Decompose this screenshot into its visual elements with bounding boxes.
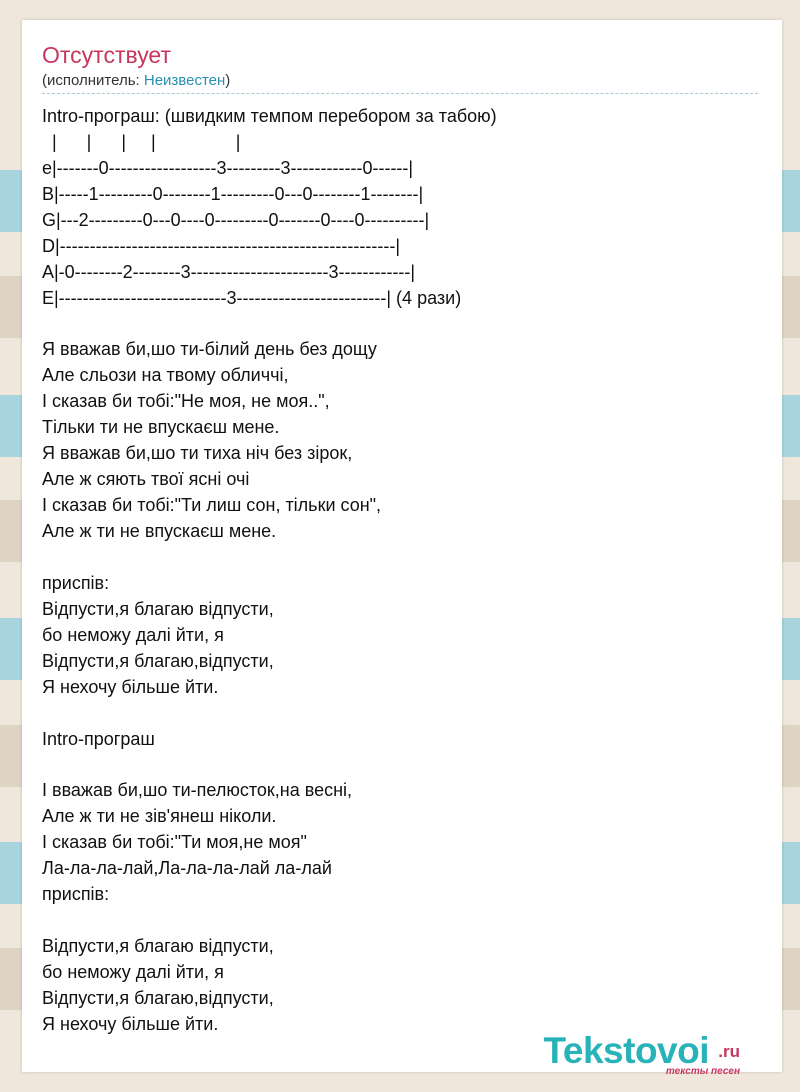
lyric-line: приспів:	[42, 884, 110, 905]
lyric-line	[42, 908, 762, 934]
lyric-line: Я нехочу більше йти.	[42, 676, 219, 697]
artist-suffix: )	[225, 72, 231, 89]
lyric-line: бо неможу далі йти, я	[42, 624, 224, 645]
lyric-line: Я вважав би,шо ти-білий день без дощу	[42, 339, 377, 360]
lyric-line: І сказав би тобі:"Ти лиш сон, тільки сон",	[42, 495, 382, 516]
lyric-line: Але ж ти не зів'янеш ніколи.	[42, 806, 277, 827]
lyric-line: Intro-програш	[42, 728, 155, 749]
lyric-line: Тільки ти не впускаєш мене.	[42, 417, 280, 438]
logo-tld: .ru	[718, 1042, 740, 1061]
lyric-line: e|-------0------------------3---------3------------0------|	[42, 157, 414, 178]
lyric-line: І сказав би тобі:"Ти моя,не моя"	[42, 832, 307, 853]
lyric-line: | | | | |	[42, 131, 241, 152]
logo-name: Tekstovoi	[543, 1030, 709, 1071]
site-logo[interactable]	[545, 1030, 755, 1082]
lyric-line: приспів:	[42, 572, 110, 593]
logo-tagline: тексты песен	[665, 1066, 740, 1077]
lyric-line: D|--------------------------------------------------------|	[42, 235, 401, 256]
lyric-line: G|---2---------0---0----0---------0-------0----0----------|	[42, 209, 430, 230]
lyric-line: Ла-ла-ла-лай,Ла-ла-ла-лай ла-лай	[42, 858, 332, 879]
lyric-line: Відпусти,я благаю відпусти,	[42, 936, 274, 956]
lyric-line	[42, 545, 762, 571]
lyric-line: Відпусти,я благаю,відпусти,	[42, 650, 274, 671]
lyric-line: A|-0--------2--------3-----------------------3------------|	[42, 261, 416, 282]
artist-prefix: (исполнитель:	[42, 72, 144, 89]
lyric-line: Я нехочу більше йти.	[42, 1013, 219, 1034]
title-divider	[42, 93, 758, 94]
artist-line	[42, 72, 230, 89]
lyric-line: Але сльози на твому обличчі,	[42, 365, 289, 386]
lyric-line	[42, 752, 762, 778]
lyric-line: Я вважав би,шо ти тиха ніч без зірок,	[42, 443, 353, 464]
lyric-line: бо неможу далі йти, я	[42, 961, 224, 982]
lyric-line: Intro-програш: (швидким темпом перебором за табою)	[42, 106, 497, 126]
lyric-line	[42, 701, 762, 727]
lyric-line: І вважав би,шо ти-пелюсток,на весні,	[42, 780, 353, 801]
lyric-line: І сказав би тобі:"Не моя, не моя..",	[42, 391, 330, 412]
lyrics-card	[22, 20, 782, 1077]
lyric-line	[42, 312, 762, 338]
lyric-line: Але ж сяють твої ясні очі	[42, 469, 250, 490]
song-title: Отсутствует	[42, 42, 171, 68]
lyric-line: E|----------------------------3-------------------------| (4 рази)	[42, 287, 462, 308]
lyric-line: Відпусти,я благаю,відпусти,	[42, 987, 274, 1008]
lyrics-text	[42, 104, 762, 1038]
lyric-line: Але ж ти не впускаєш мене.	[42, 521, 277, 541]
artist-link[interactable]: Неизвестен	[143, 72, 226, 89]
lyric-line: Відпусти,я благаю відпусти,	[42, 598, 274, 619]
lyric-line: B|-----1---------0--------1---------0---0--------1--------|	[42, 183, 424, 204]
